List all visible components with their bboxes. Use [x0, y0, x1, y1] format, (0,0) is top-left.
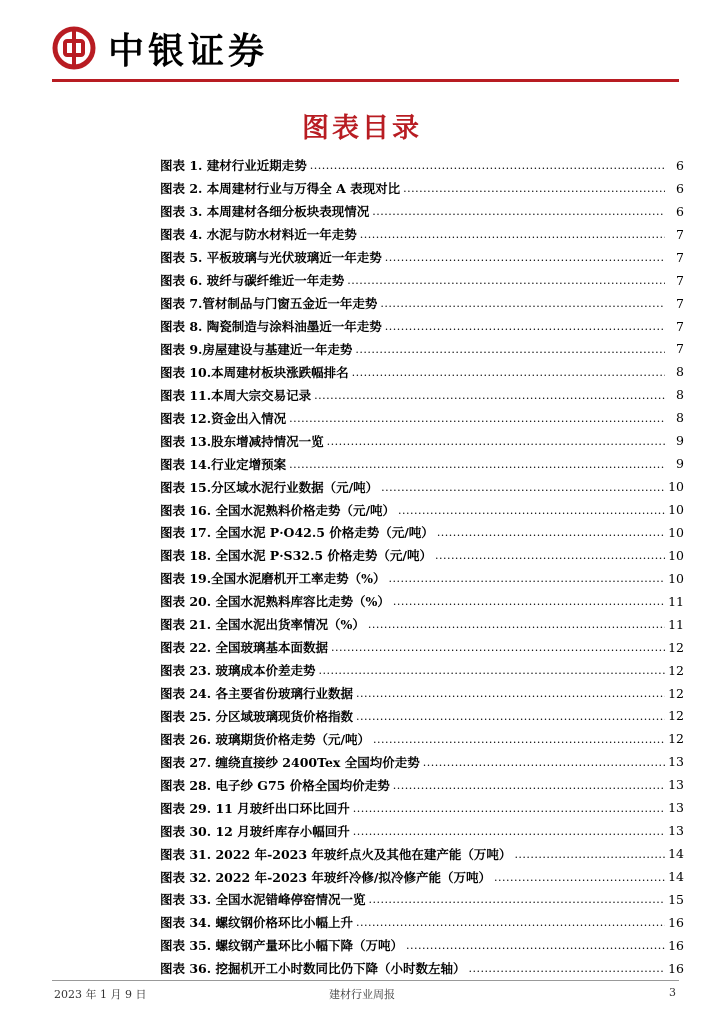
- table-of-figures: [160, 154, 684, 980]
- toc-entry[interactable]: [160, 360, 684, 383]
- dot-leader: [314, 388, 665, 402]
- toc-entry[interactable]: [160, 957, 684, 980]
- toc-entry-label: 图表 13.股东增减持情况一览: [160, 433, 324, 449]
- page-title: 图表目录: [302, 113, 422, 144]
- toc-entry-page: 11: [668, 593, 684, 609]
- toc-entry-page: 13: [668, 800, 684, 816]
- dot-leader: [355, 342, 665, 356]
- toc-entry-label: 图表 18. 全国水泥 P·S32.5 价格走势（元/吨）: [160, 548, 432, 564]
- dot-leader: [385, 319, 665, 333]
- toc-entry-page: 13: [668, 823, 684, 839]
- toc-entry-page: 10: [668, 479, 684, 495]
- toc-entry-label: 图表 21. 全国水泥出货率情况（%）: [160, 617, 365, 633]
- toc-entry-label: 图表 10.本周建材板块涨跌幅排名: [160, 364, 349, 380]
- dot-leader: [356, 915, 665, 929]
- toc-entry[interactable]: [160, 452, 684, 475]
- toc-entry-page: 16: [668, 937, 684, 953]
- toc-entry[interactable]: [160, 727, 684, 750]
- toc-entry-page: 14: [668, 846, 684, 862]
- dot-leader: [398, 503, 665, 517]
- dot-leader: [352, 365, 665, 379]
- header-rule: [52, 79, 679, 82]
- toc-entry[interactable]: [160, 842, 684, 865]
- toc-entry[interactable]: [160, 567, 684, 590]
- toc-entry-page: 7: [676, 272, 684, 288]
- dot-leader: [494, 870, 665, 884]
- dot-leader: [435, 548, 665, 562]
- toc-entry-page: 6: [676, 157, 684, 173]
- toc-entry-label: 图表 19.全国水泥磨机开工率走势（%）: [160, 571, 386, 587]
- dot-leader: [356, 709, 665, 723]
- toc-entry[interactable]: [160, 934, 684, 957]
- toc-entry-label: 图表 25. 分区域玻璃现货价格指数: [160, 708, 353, 724]
- dot-leader: [388, 571, 665, 585]
- toc-entry[interactable]: [160, 911, 684, 934]
- dot-leader: [347, 273, 665, 287]
- toc-entry-page: 14: [668, 869, 684, 885]
- toc-entry[interactable]: [160, 315, 684, 338]
- toc-entry[interactable]: [160, 865, 684, 888]
- dot-leader: [406, 938, 665, 952]
- toc-entry-page: 13: [668, 777, 684, 793]
- toc-entry-page: 7: [676, 249, 684, 265]
- toc-entry-label: 图表 24. 各主要省份玻璃行业数据: [160, 686, 353, 702]
- toc-entry[interactable]: [160, 475, 684, 498]
- toc-entry[interactable]: [160, 200, 684, 223]
- toc-entry[interactable]: [160, 682, 684, 705]
- toc-entry-label: 图表 34. 螺纹钢价格环比小幅上升: [160, 915, 353, 931]
- toc-entry-page: 11: [668, 616, 684, 632]
- toc-entry-page: 8: [676, 410, 684, 426]
- toc-entry-label: 图表 36. 挖掘机开工小时数同比仍下降（小时数左轴）: [160, 961, 466, 977]
- dot-leader: [468, 961, 665, 975]
- toc-entry[interactable]: [160, 636, 684, 659]
- toc-entry[interactable]: [160, 338, 684, 361]
- toc-entry-label: 图表 20. 全国水泥熟料库容比走势（%）: [160, 594, 390, 610]
- toc-entry-label: 图表 17. 全国水泥 P·O42.5 价格走势（元/吨）: [160, 525, 434, 541]
- toc-entry[interactable]: [160, 521, 684, 544]
- toc-entry-label: 图表 31. 2022 年-2023 年玻纤点火及其他在建产能（万吨）: [160, 846, 512, 862]
- toc-entry[interactable]: [160, 750, 684, 773]
- toc-entry-page: 7: [676, 295, 684, 311]
- toc-entry-label: 图表 1. 建材行业近期走势: [160, 158, 307, 174]
- toc-entry-page: 10: [668, 547, 684, 563]
- toc-entry-label: 图表 35. 螺纹钢产量环比小幅下降（万吨）: [160, 938, 403, 954]
- toc-entry-label: 图表 6. 玻纤与碳纤维近一年走势: [160, 273, 345, 289]
- dot-leader: [437, 525, 665, 539]
- toc-entry-page: 10: [668, 502, 684, 518]
- toc-entry-label: 图表 4. 水泥与防水材料近一年走势: [160, 227, 357, 243]
- toc-entry-label: 图表 22. 全国玻璃基本面数据: [160, 640, 328, 656]
- toc-entry-label: 图表 32. 2022 年-2023 年玻纤冷修/拟冷修产能（万吨）: [160, 869, 491, 885]
- toc-entry-page: 6: [676, 203, 684, 219]
- toc-entry-page: 10: [668, 524, 684, 540]
- toc-entry-label: 图表 14.行业定增预案: [160, 456, 287, 472]
- dot-leader: [380, 296, 665, 310]
- toc-entry[interactable]: [160, 154, 684, 177]
- toc-entry[interactable]: [160, 269, 684, 292]
- toc-entry-label: 图表 27. 缠绕直接纱 2400Tex 全国均价走势: [160, 754, 420, 770]
- toc-entry[interactable]: [160, 429, 684, 452]
- toc-entry-page: 13: [668, 754, 684, 770]
- bank-of-china-logo-icon: [52, 26, 96, 70]
- dot-leader: [423, 755, 665, 769]
- toc-entry[interactable]: [160, 705, 684, 728]
- toc-entry[interactable]: [160, 659, 684, 682]
- toc-entry-label: 图表 29. 11 月玻纤出口环比回升: [160, 800, 350, 816]
- toc-entry-page: 9: [676, 433, 684, 449]
- toc-entry-page: 7: [676, 226, 684, 242]
- toc-entry-page: 16: [668, 914, 684, 930]
- toc-entry-label: 图表 9.房屋建设与基建近一年走势: [160, 341, 353, 357]
- toc-entry-label: 图表 33. 全国水泥错峰停窑情况一览: [160, 892, 366, 908]
- toc-entry-label: 图表 7.管材制品与门窗五金近一年走势: [160, 296, 378, 312]
- toc-entry-page: 12: [668, 685, 684, 701]
- toc-entry[interactable]: [160, 590, 684, 613]
- dot-leader: [331, 640, 665, 654]
- toc-entry-label: 图表 30. 12 月玻纤库存小幅回升: [160, 823, 350, 839]
- dot-leader: [393, 594, 665, 608]
- toc-entry-page: 6: [676, 180, 684, 196]
- toc-entry-label: 图表 23. 玻璃成本价差走势: [160, 663, 316, 679]
- toc-entry[interactable]: [160, 613, 684, 636]
- toc-entry-label: 图表 5. 平板玻璃与光伏玻璃近一年走势: [160, 250, 382, 266]
- toc-entry-page: 12: [668, 662, 684, 678]
- toc-entry-page: 8: [676, 364, 684, 380]
- toc-entry-label: 图表 26. 玻璃期货价格走势（元/吨）: [160, 731, 371, 747]
- dot-leader: [403, 181, 665, 195]
- footer-report-name: 建材行业周报: [329, 988, 395, 1001]
- toc-entry-page: 10: [668, 570, 684, 586]
- toc-entry-page: 7: [676, 318, 684, 334]
- dot-leader: [381, 480, 665, 494]
- toc-entry[interactable]: [160, 406, 684, 429]
- brand-name: 中银证券: [108, 30, 269, 72]
- dot-leader: [353, 824, 665, 838]
- dot-leader: [289, 457, 665, 471]
- dot-leader: [310, 158, 665, 172]
- footer-rule: [52, 980, 679, 981]
- toc-entry-page: 12: [668, 731, 684, 747]
- toc-entry[interactable]: [160, 177, 684, 200]
- toc-entry[interactable]: [160, 819, 684, 842]
- dot-leader: [327, 434, 665, 448]
- dot-leader: [368, 892, 665, 906]
- toc-entry-label: 图表 16. 全国水泥熟料价格走势（元/吨）: [160, 502, 396, 518]
- toc-entry-page: 7: [676, 341, 684, 357]
- toc-entry-page: 16: [668, 960, 684, 976]
- dot-leader: [356, 686, 665, 700]
- toc-entry[interactable]: [160, 888, 684, 911]
- toc-entry-page: 8: [676, 387, 684, 403]
- footer-date: 2023 年 1 月 9 日: [54, 988, 147, 1001]
- toc-entry-label: 图表 11.本周大宗交易记录: [160, 387, 312, 403]
- toc-entry-page: 9: [676, 456, 684, 472]
- dot-leader: [368, 617, 665, 631]
- toc-entry-label: 图表 15.分区域水泥行业数据（元/吨）: [160, 479, 379, 495]
- toc-entry-page: 12: [668, 639, 684, 655]
- toc-entry-label: 图表 8. 陶瓷制造与涂料油墨近一年走势: [160, 319, 382, 335]
- toc-entry-label: 图表 28. 电子纱 G75 价格全国均价走势: [160, 777, 390, 793]
- dot-leader: [318, 663, 665, 677]
- toc-entry[interactable]: [160, 223, 684, 246]
- toc-entry-label: 图表 3. 本周建材各细分板块表现情况: [160, 204, 370, 220]
- footer-page-number: 3: [669, 986, 676, 999]
- dot-leader: [289, 411, 665, 425]
- toc-entry-page: 12: [668, 708, 684, 724]
- toc-entry[interactable]: [160, 544, 684, 567]
- dot-leader: [360, 227, 665, 241]
- dot-leader: [385, 250, 665, 264]
- toc-entry-page: 15: [668, 891, 684, 907]
- toc-entry[interactable]: [160, 292, 684, 315]
- toc-entry[interactable]: [160, 796, 684, 819]
- dot-leader: [393, 778, 665, 792]
- toc-entry-label: 图表 2. 本周建材行业与万得全 A 表现对比: [160, 181, 401, 197]
- toc-entry[interactable]: [160, 773, 684, 796]
- toc-entry[interactable]: [160, 246, 684, 269]
- dot-leader: [373, 732, 665, 746]
- dot-leader: [514, 847, 665, 861]
- toc-entry-label: 图表 12.资金出入情况: [160, 410, 287, 426]
- dot-leader: [372, 204, 665, 218]
- toc-entry[interactable]: [160, 498, 684, 521]
- toc-entry[interactable]: [160, 383, 684, 406]
- header: [52, 22, 268, 74]
- dot-leader: [353, 801, 665, 815]
